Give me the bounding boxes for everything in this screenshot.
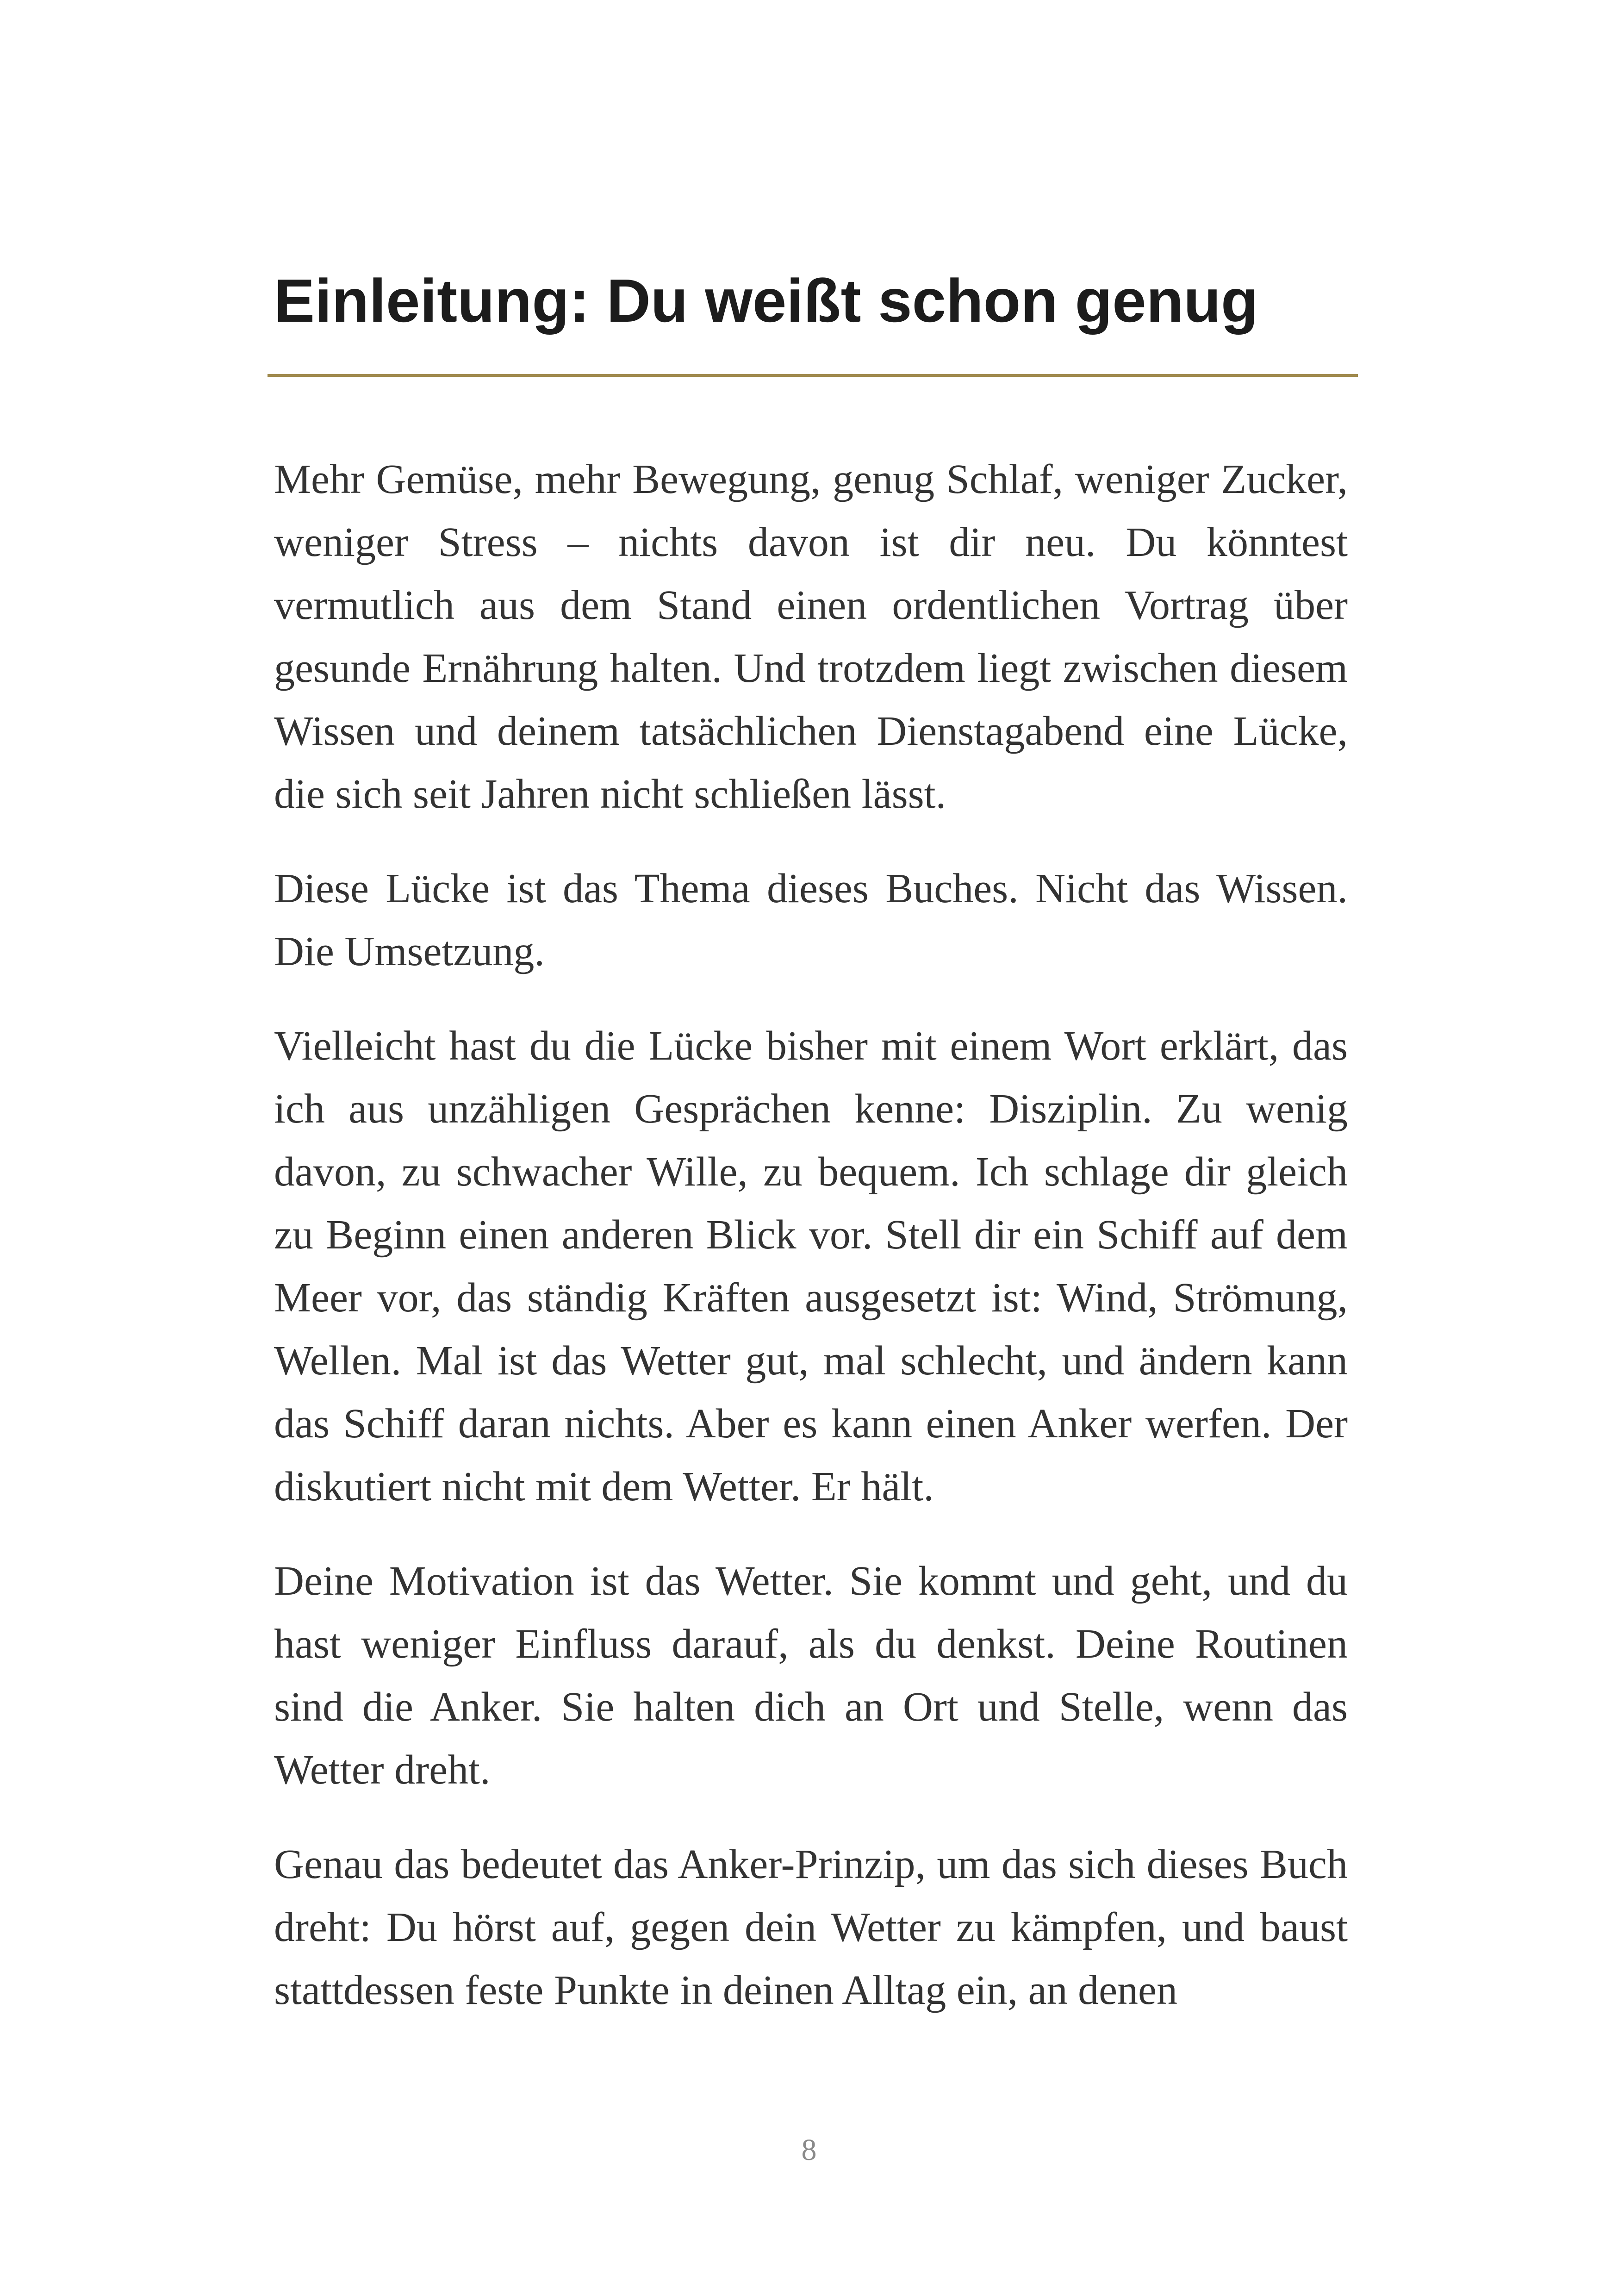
paragraph: Vielleicht hast du die Lücke bisher mit einem Wort erklärt, das ich aus unzähligen Gesprächen kenne: Disziplin. Zu wenig davon, zu schwacher Wille, zu bequem. Ich schlage dir gleich zu Beginn einen anderen Blick vor. Stell dir ein Schiff auf dem Meer vor, das ständig Kräften ausgesetzt ist: Wind, Strömung, Wellen. Mal ist das Wetter gut, mal schlecht, und ändern kann das Schiff daran nichts. Aber es kann einen Anker werfen. Der diskutiert nicht mit dem Wetter. Er hält. — [274, 1023, 1348, 1510]
paragraph: Mehr Gemüse, mehr Bewegung, genug Schlaf, weniger Zucker, weniger Stress – nichts davon ist dir neu. Du könntest vermutlich aus dem Stand einen ordentlichen Vortrag über gesunde Ernährung halten. Und trotzdem liegt zwischen diesem Wissen und deinem tatsächlichen Dienstagabend eine Lücke, die sich seit Jahren nicht schließen lässt. — [274, 456, 1348, 817]
page-number: 8 — [801, 2133, 817, 2167]
paragraph: Genau das bedeutet das Anker-Prinzip, um das sich dieses Buch dreht: Du hörst auf, gegen dein Wetter zu kämpfen, und baust stattdessen feste Punkte in deinen Alltag ein, an denen — [274, 1841, 1348, 2013]
paragraph: Diese Lücke ist das Thema dieses Buches. Nicht das Wissen. Die Umsetzung. — [274, 866, 1348, 974]
body-text — [274, 448, 1348, 2053]
title-divider — [268, 374, 1358, 377]
paragraph: Deine Motivation ist das Wetter. Sie kommt und geht, und du hast weniger Einfluss darauf, als du denkst. Deine Routinen sind die Anker. Sie halten dich an Ort und Stelle, wenn das Wetter dreht. — [274, 1558, 1348, 1793]
chapter-title: Einleitung: Du weißt schon genug — [274, 267, 1258, 335]
